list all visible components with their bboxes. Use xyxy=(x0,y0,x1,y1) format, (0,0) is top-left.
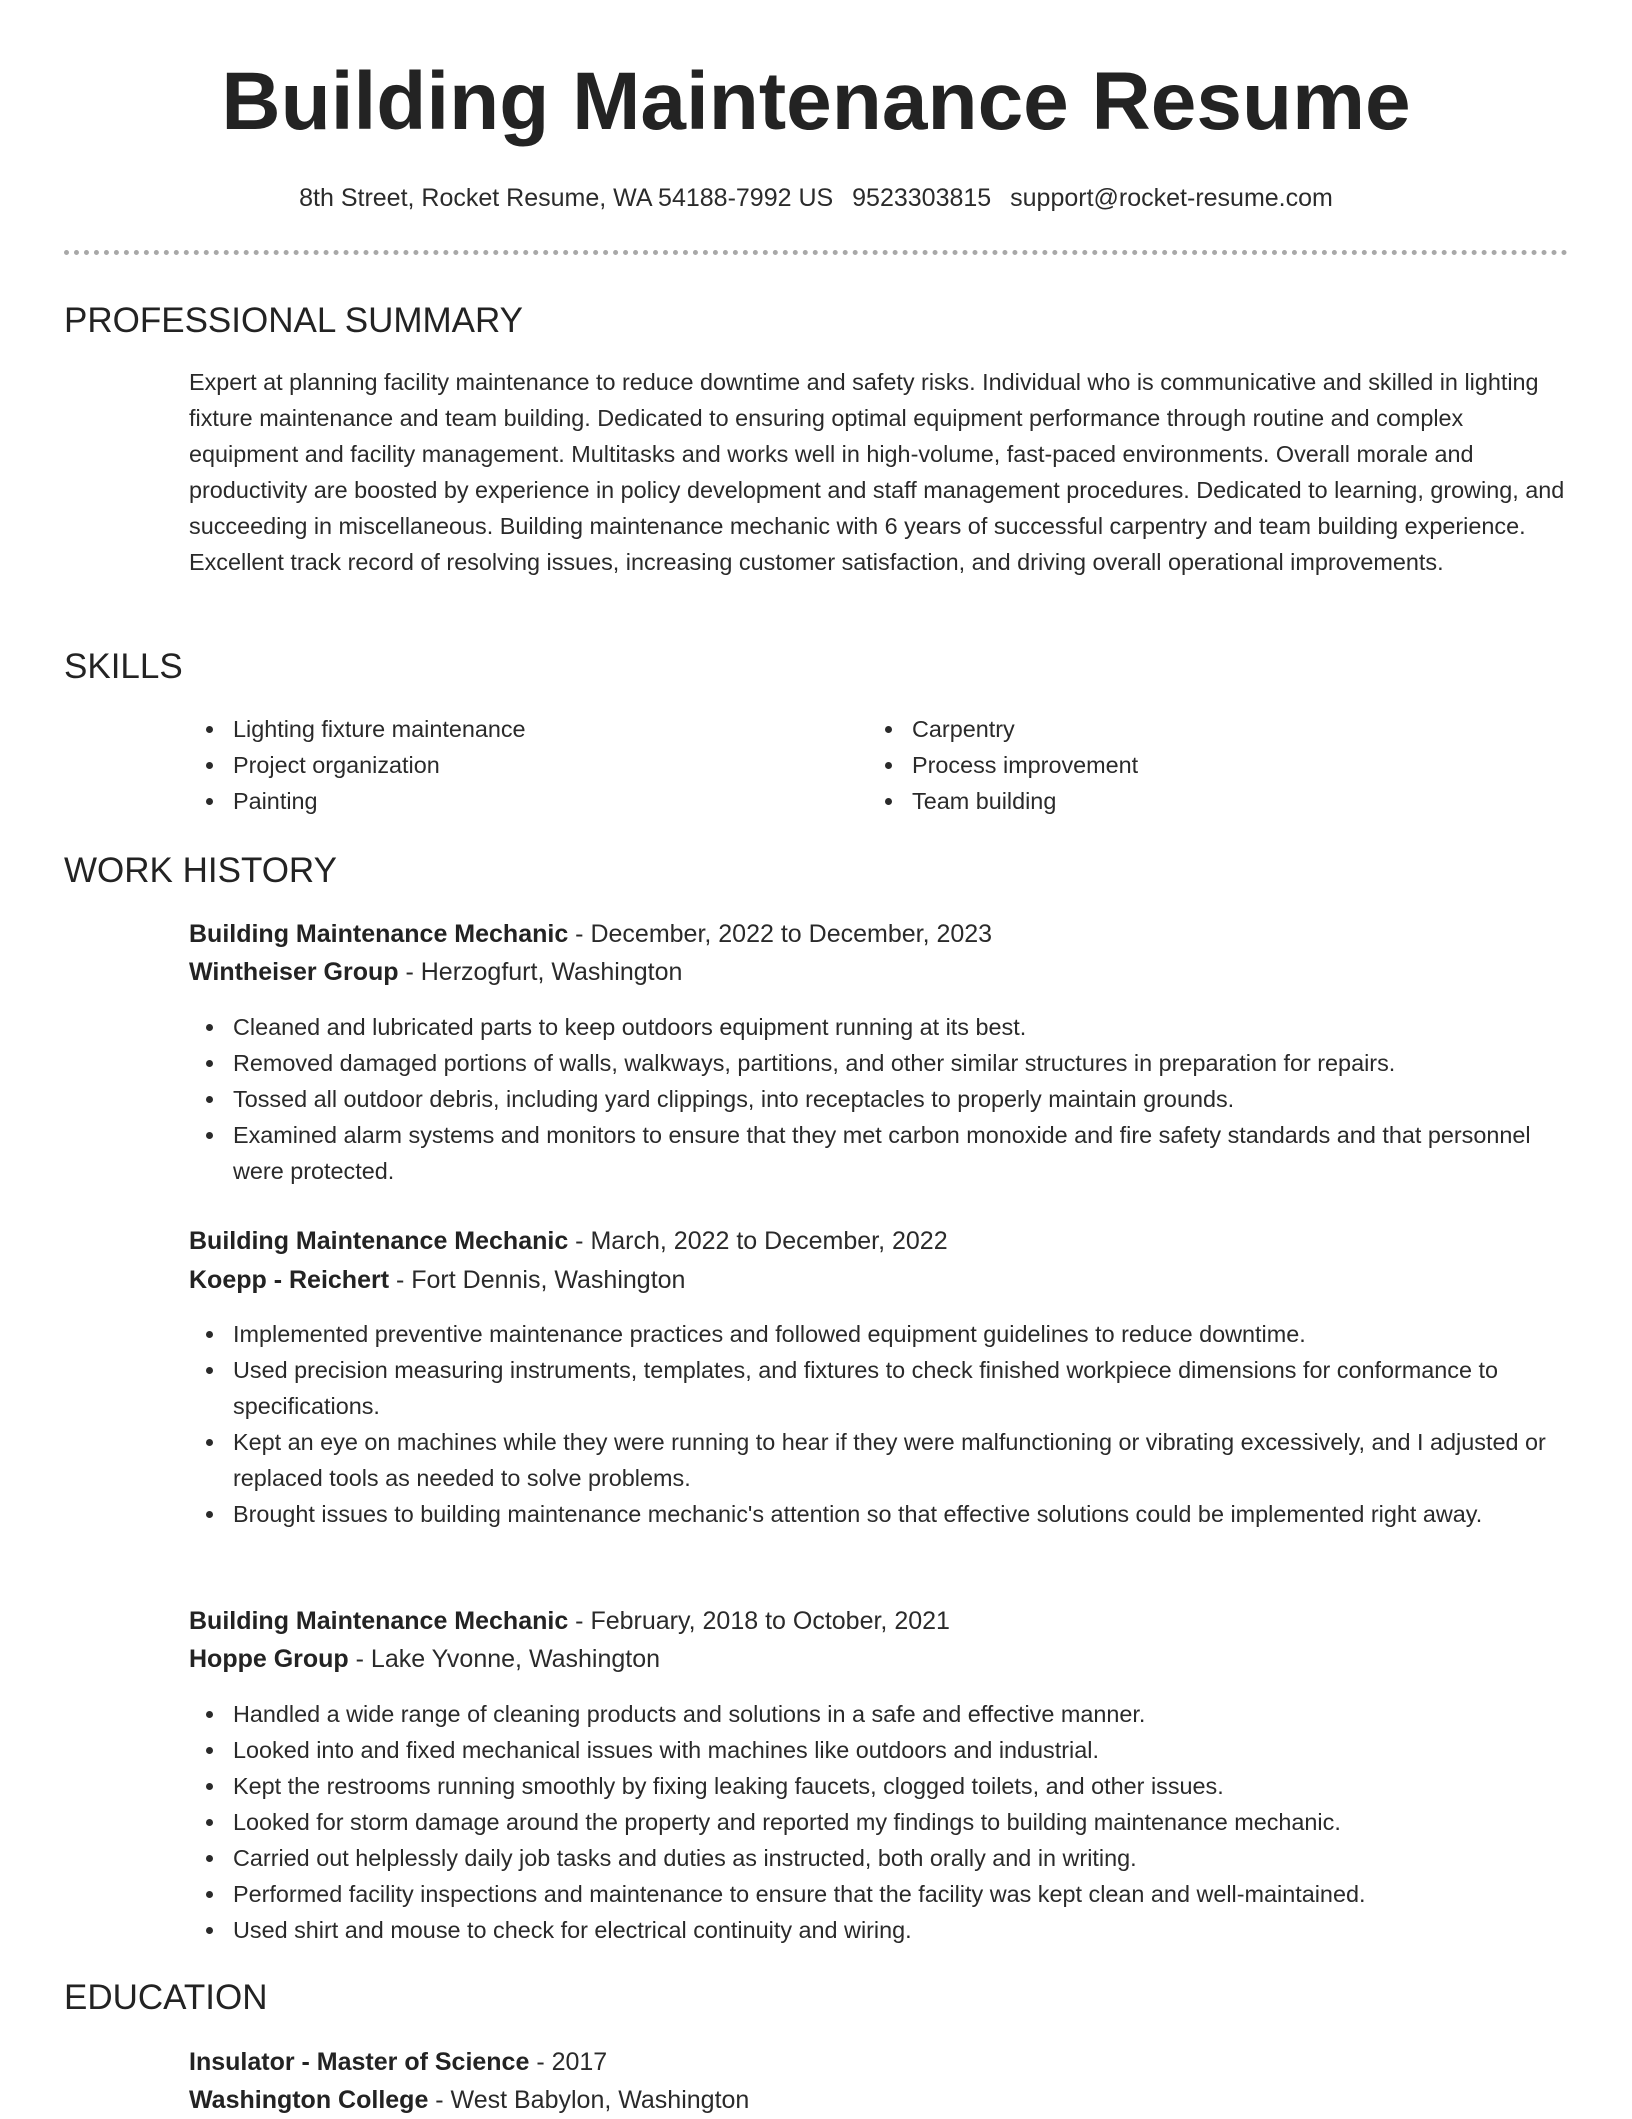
job-title-line xyxy=(189,915,992,953)
education-heading: EDUCATION xyxy=(64,1978,268,2017)
contact-address: 8th Street, Rocket Resume, WA 54188-7992 US xyxy=(299,184,834,212)
education-location: - West Babylon, Washington xyxy=(428,2086,750,2114)
contact-line xyxy=(0,180,1632,216)
job-location: - Herzogfurt, Washington xyxy=(398,958,683,986)
job-bullets xyxy=(189,1009,1569,1189)
job-dates: - March, 2022 to December, 2022 xyxy=(568,1227,948,1255)
list-item: Tossed all outdoor debris, including yard clippings, into receptacles to properly maintain grounds. xyxy=(189,1081,1569,1117)
skill-item: Process improvement xyxy=(868,747,1138,783)
education-degree: Insulator - Master of Science xyxy=(189,2048,530,2076)
skills-right-list xyxy=(868,711,1138,819)
header-divider xyxy=(64,250,1568,255)
skills-left-list xyxy=(189,711,526,819)
list-item: Performed facility inspections and maintenance to ensure that the facility was kept clean and well-maintained. xyxy=(189,1876,1569,1912)
education-degree-line xyxy=(189,2043,607,2081)
list-item: Looked into and fixed mechanical issues with machines like outdoors and industrial. xyxy=(189,1732,1569,1768)
contact-email[interactable]: support@rocket-resume.com xyxy=(1010,184,1333,212)
skill-item: Carpentry xyxy=(868,711,1138,747)
list-item: Kept the restrooms running smoothly by fixing leaking faucets, clogged toilets, and other issues. xyxy=(189,1768,1569,1804)
job-title-line xyxy=(189,1222,948,1260)
list-item: Handled a wide range of cleaning products and solutions in a safe and effective manner. xyxy=(189,1696,1569,1732)
list-item: Used precision measuring instruments, templates, and fixtures to check finished workpiece dimensions for conformance to specifications. xyxy=(189,1352,1569,1424)
job-dates: - December, 2022 to December, 2023 xyxy=(568,920,993,948)
job-company: Hoppe Group xyxy=(189,1645,349,1673)
job-company-line xyxy=(189,1640,660,1678)
list-item: Implemented preventive maintenance practices and followed equipment guidelines to reduce downtime. xyxy=(189,1316,1569,1352)
education-year: - 2017 xyxy=(529,2048,608,2076)
list-item: Removed damaged portions of walls, walkways, partitions, and other similar structures in preparation for repairs. xyxy=(189,1045,1569,1081)
job-company-line xyxy=(189,953,682,991)
resume-title: Building Maintenance Resume xyxy=(221,56,1411,147)
list-item: Brought issues to building maintenance mechanic's attention so that effective solutions could be implemented right away. xyxy=(189,1496,1569,1532)
job-dates: - February, 2018 to October, 2021 xyxy=(568,1607,950,1635)
job-title: Building Maintenance Mechanic xyxy=(189,920,569,948)
skills-heading: SKILLS xyxy=(64,647,183,686)
list-item: Used shirt and mouse to check for electrical continuity and wiring. xyxy=(189,1912,1569,1948)
job-company: Wintheiser Group xyxy=(189,958,399,986)
skill-item: Team building xyxy=(868,783,1138,819)
list-item: Cleaned and lubricated parts to keep outdoors equipment running at its best. xyxy=(189,1009,1569,1045)
summary-text: Expert at planning facility maintenance to reduce downtime and safety risks. Individual who is communicative and skilled in lighting fixture maintenance and team building. Dedicated to ensuring optimal equipment performance through routine and complex equipment and facility management. Multitasks and works well in high-volume, fast-paced environments. Overall morale and productivity are boosted by experience in policy development and staff management procedures. Dedicated to learning, growing, and succeeding in miscellaneous. Building maintenance mechanic with 6 years of successful carpentry and team building experience. Excellent track record of resolving issues, increasing customer satisfaction, and driving overall operational improvements. xyxy=(189,369,1565,575)
job-location: - Fort Dennis, Washington xyxy=(389,1266,686,1294)
job-title-line xyxy=(189,1602,950,1640)
job-company: Koepp - Reichert xyxy=(189,1266,390,1294)
job-bullets xyxy=(189,1696,1569,1948)
skill-item: Project organization xyxy=(189,747,526,783)
job-bullets xyxy=(189,1316,1569,1532)
education-school: Washington College xyxy=(189,2086,429,2114)
skill-item: Painting xyxy=(189,783,526,819)
list-item: Kept an eye on machines while they were running to hear if they were malfunctioning or vibrating excessively, and I adjusted or replaced tools as needed to solve problems. xyxy=(189,1424,1569,1496)
education-school-line xyxy=(189,2081,749,2119)
job-title: Building Maintenance Mechanic xyxy=(189,1227,569,1255)
skill-item: Lighting fixture maintenance xyxy=(189,711,526,747)
job-company-line xyxy=(189,1261,685,1299)
contact-phone[interactable]: 9523303815 xyxy=(852,184,992,212)
job-title: Building Maintenance Mechanic xyxy=(189,1607,569,1635)
list-item: Examined alarm systems and monitors to ensure that they met carbon monoxide and fire safety standards and that personnel were protected. xyxy=(189,1117,1569,1189)
summary-heading: PROFESSIONAL SUMMARY xyxy=(64,301,523,340)
list-item: Looked for storm damage around the property and reported my findings to building maintenance mechanic. xyxy=(189,1804,1569,1840)
list-item: Carried out helplessly daily job tasks and duties as instructed, both orally and in writing. xyxy=(189,1840,1569,1876)
job-location: - Lake Yvonne, Washington xyxy=(348,1645,661,1673)
work-heading: WORK HISTORY xyxy=(64,851,337,890)
